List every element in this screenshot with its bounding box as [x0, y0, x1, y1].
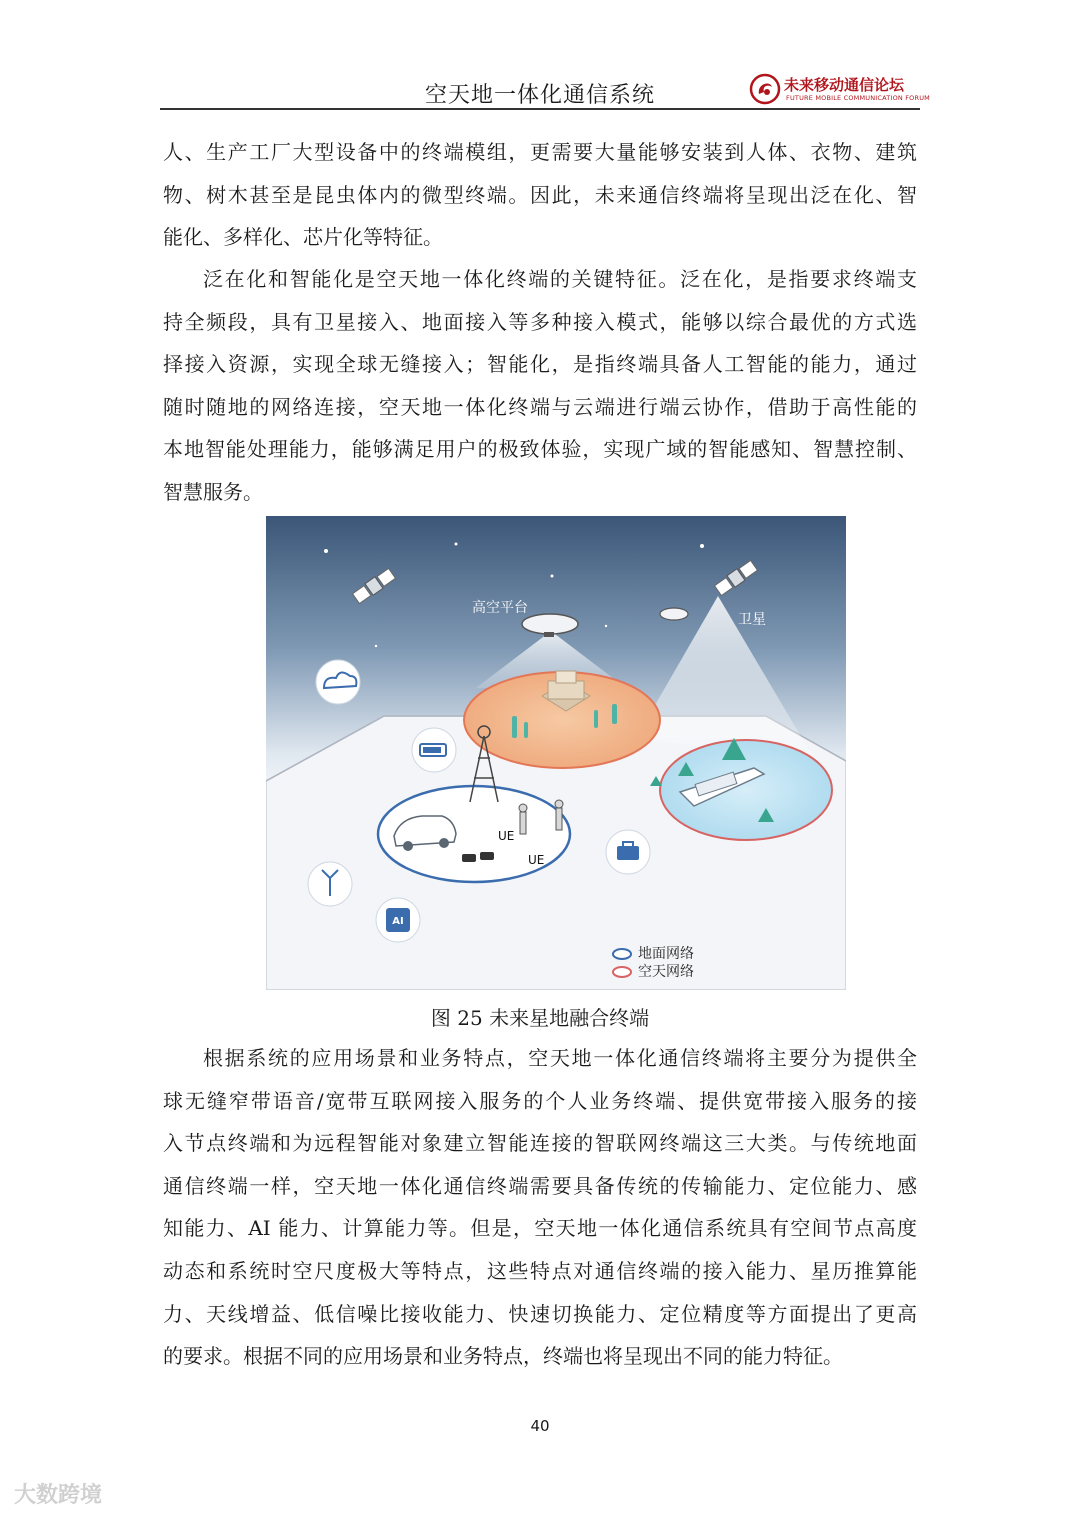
watermark-text: 大数跨境: [14, 1483, 103, 1508]
satellite-label: 卫星: [738, 612, 766, 628]
text-line: 入节点终端和为远程智能对象建立智能连接的智联网终端这三大类。与传统地面: [163, 1131, 917, 1156]
paragraph-1: [163, 131, 917, 259]
text-line: 人、生产工厂大型设备中的终端模组，更需要大量能够安装到人体、衣物、建筑: [163, 140, 917, 164]
paragraph-3: [163, 1037, 917, 1378]
text-line: 能化、多样化、芯片化等特征。: [163, 225, 443, 250]
ue-label-2: UE: [528, 853, 545, 867]
text-line: 持全频段，具有卫星接入、地面接入等多种接入模式，能够以综合最优的方式选: [163, 309, 917, 334]
cloud-bubble-icon: [316, 660, 360, 704]
logo-english-text: FUTURE MOBILE COMMUNICATION FORUM: [786, 94, 930, 102]
figure-caption: 图 25 未来星地融合终端: [430, 1006, 650, 1030]
text-line: 通信终端一样，空天地一体化通信终端需要具备传统的传输能力、定位能力、感: [163, 1173, 917, 1198]
text-line: 物、树木甚至是昆虫体内的微型终端。因此，未来通信终端将呈现出泛在化、智: [163, 182, 917, 207]
legend-ground-network: 地面网络: [638, 946, 694, 962]
network-bubble-icon: [308, 862, 352, 906]
ai-chip-label: AI: [392, 916, 404, 927]
running-header-title: 空天地一体化通信系统: [424, 83, 655, 108]
text-line: 力、天线增益、低信噪比接收能力、快速切换能力、定位精度等方面提出了更高: [163, 1301, 917, 1326]
forum-logo: [748, 72, 930, 106]
high-altitude-platform-label: 高空平台: [472, 600, 528, 616]
text-line: 球无缝窄带语音/宽带互联网接入服务的个人业务终端、提供宽带接入服务的接: [163, 1088, 917, 1113]
text-line: 的要求。根据不同的应用场景和业务特点，终端也将呈现出不同的能力特征。: [163, 1344, 843, 1369]
text-line: 动态和系统时空尺度极大等特点，这些特点对通信终端的接入能力、星历推算能: [163, 1258, 917, 1283]
text-line: 随时随地的网络连接，空天地一体化终端与云端进行端云协作，借助于高性能的: [163, 394, 917, 419]
figure-illustration: [266, 516, 846, 990]
text-line: 智慧服务。: [163, 479, 263, 504]
forum-logo-icon: [748, 72, 782, 106]
logo-chinese-text: 未来移动通信论坛: [784, 76, 905, 94]
legend-air-network: 空天网络: [638, 964, 694, 980]
battery-bubble-icon: [412, 728, 456, 772]
text-line: 择接入资源，实现全球无缝接入；智能化，是指终端具备人工智能的能力，通过: [163, 352, 917, 377]
paragraph-2: [163, 258, 917, 514]
text-line: 本地智能处理能力，能够满足用户的极致体验，实现广域的智能感知、智慧控制、: [163, 437, 917, 462]
small-airship-icon: [660, 608, 688, 620]
text-line: 知能力、AI 能力、计算能力等。但是，空天地一体化通信系统具有空间节点高度: [163, 1216, 917, 1241]
ue-label-1: UE: [498, 829, 515, 843]
page-number: 40: [530, 1417, 550, 1435]
text-line: 泛在化和智能化是空天地一体化终端的关键特征。泛在化，是指要求终端支: [203, 267, 917, 291]
briefcase-bubble-icon: [606, 830, 650, 874]
text-line: 根据系统的应用场景和业务特点，空天地一体化通信终端将主要分为提供全: [203, 1046, 917, 1070]
header-divider: [160, 108, 920, 110]
figure-satellite-ground-terminal: [266, 516, 846, 990]
